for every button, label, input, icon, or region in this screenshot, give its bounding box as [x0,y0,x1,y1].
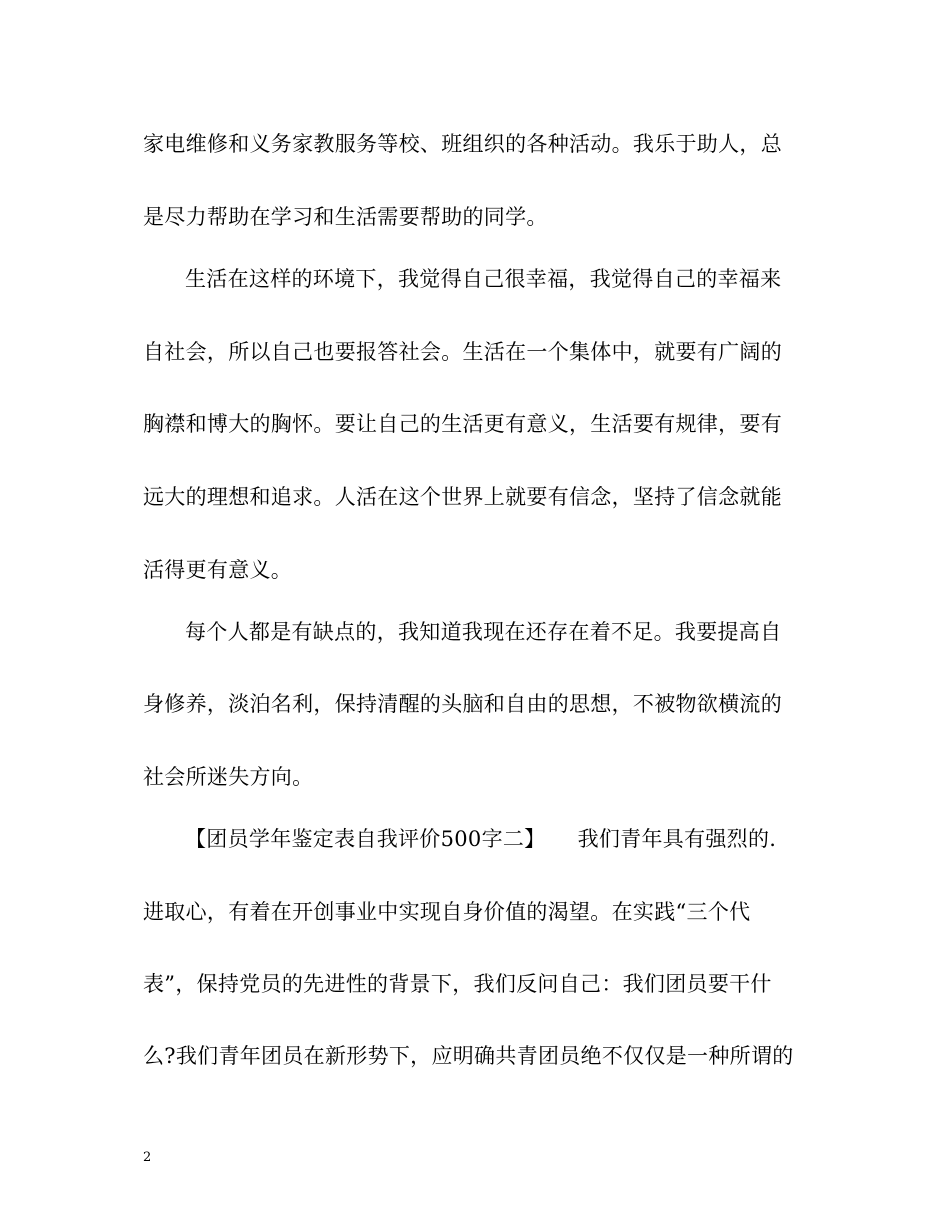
text-line: 远大的理想和追求。人活在这个世界上就要有信念，坚持了信念就能 [143,485,782,509]
text-line: 胸襟和博大的胸怀。要让自己的生活更有意义，生活要有规律，要有 [143,412,782,436]
text-line: 进取心，有着在开创事业中实现自身价值的渴望。在实践“三个代 [143,900,751,924]
text-line: 身修养，淡泊名利，保持清醒的头脑和自由的思想，不被物欲横流的 [143,692,782,716]
text-line: 活得更有意义。 [143,558,293,582]
text-line: 家电维修和义务家教服务等校、班组织的各种活动。我乐于助人，总 [143,132,782,156]
text-line: 自社会，所以自己也要报答社会。生活在一个集体中，就要有广阔的 [143,340,782,364]
section-heading-line: 【团员学年鉴定表自我评价500字二】 我们青年具有强烈的. [185,827,777,851]
text-line: 么?我们青年团员在新形势下，应明确共青团员绝不仅仅是一种所谓的 [143,1044,794,1068]
text-line: 表”，保持党员的先进性的背景下，我们反问自己：我们团员要干什 [143,972,772,996]
page-number: 2 [143,1150,152,1165]
text-line: 是尽力帮助在学习和生活需要帮助的同学。 [143,205,548,229]
text-line: 社会所迷失方向。 [143,765,314,789]
paragraph-start-line: 生活在这样的环境下，我觉得自己很幸福，我觉得自己的幸福来 [185,267,782,291]
paragraph-start-line: 每个人都是有缺点的，我知道我现在还存在着不足。我要提高自 [185,620,782,644]
